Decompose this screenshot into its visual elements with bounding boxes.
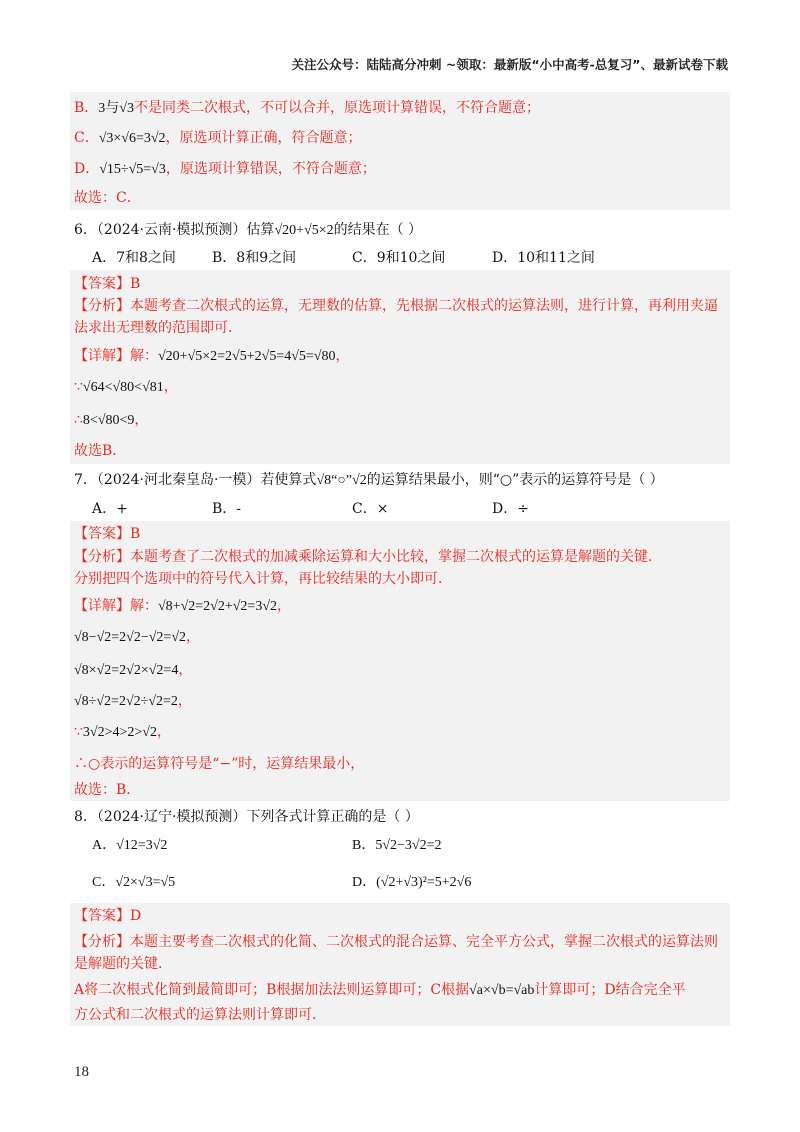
option-b-explanation: B．3与√3不是同类二次根式，不可以合并，原选项计算错误，不符合题意； (74, 100, 540, 116)
q6-option-c: C．9和10之间 (352, 250, 446, 266)
q7-option-a: A．+ (92, 501, 128, 517)
q8-stem: 8．（2024·辽宁·模拟预测）下列各式计算正确的是（ ） (74, 809, 419, 825)
page-header: 关注公众号：陆陆高分冲刺 ~领取：最新版“小中高考-总复习”、最新试卷下载 (291, 57, 728, 72)
option-d-explanation: D．√15÷√5=√3，原选项计算错误，不符合题意； (74, 161, 376, 177)
q6-detail: 【详解】解：√20+√5×2=2√5+2√5=4√5=√80， (74, 348, 350, 364)
option-c-explanation: C．√3×√6=3√2，原选项计算正确，符合题意； (74, 130, 362, 146)
page-number: 18 (74, 1064, 89, 1080)
q8-analysis-1: 【分析】本题主要考查二次根式的化简、二次根式的混合运算、完全平方公式，掌握二次根式的运算法则 (74, 934, 718, 950)
q8-hint-2: 方公式和二次根式的运算法则计算即可． (74, 1007, 326, 1023)
q8-hint-1: A将二次根式化简到最简即可；B根据加法法则运算即可；C根据√a×√b=√ab计算即可；D结合完全平 (74, 982, 686, 998)
q7-answer: 【答案】B (74, 526, 141, 542)
q7-step-4: √8÷√2=2√2÷√2=2， (74, 693, 192, 709)
q7-detail: 【详解】解：√8+√2=2√2+√2=3√2， (74, 598, 291, 614)
q7-analysis-2: 分别把四个选项中的符号代入计算，再比较结果的大小即可． (74, 571, 452, 587)
q6-option-a: A．7和8之间 (92, 250, 176, 266)
q6-stem: 6．（2024·云南·模拟预测）估算√20+√5×2的结果在（ ） (74, 222, 423, 238)
q6-because: ∵√64<√80<√81， (74, 379, 178, 395)
q8-option-b: B．5√2−3√2=2 (352, 838, 442, 853)
q7-option-b: B．- (212, 501, 242, 517)
q6-answer: 【答案】B (74, 276, 141, 292)
q7-stem: 7．（2024·河北秦皇岛·一模）若使算式√8“○”√2的运算结果最小，则“○”表示的运算符号是（ ） (74, 472, 664, 488)
q8-answer: 【答案】D (74, 908, 142, 924)
q8-option-d: D．(√2+√3)²=5+2√6 (352, 875, 472, 890)
q7-choice: 故选：B． (74, 782, 141, 798)
q7-because: ∵3√2>4>2>√2， (74, 724, 171, 740)
q6-therefore: ∴8<√80<9， (74, 412, 149, 428)
q7-step-3: √8×√2=2√2×√2=4， (74, 662, 193, 678)
q6-option-d: D．10和11之间 (492, 250, 595, 266)
q7-option-c: C．× (352, 501, 389, 517)
q8-analysis-2: 是解题的关键． (74, 956, 172, 972)
q6-option-b: B．8和9之间 (212, 250, 297, 266)
prev-choice: 故选：C． (74, 190, 141, 206)
q6-analysis-1: 【分析】本题考查二次根式的运算，无理数的估算，先根据二次根式的运算法则，进行计算，再利用夹逼 (74, 298, 718, 314)
q7-step-2: √8−√2=2√2−√2=√2， (74, 629, 200, 645)
q6-choice: 故选B． (74, 443, 127, 459)
q6-analysis-2: 法求出无理数的范围即可． (74, 320, 242, 336)
q7-conclusion: ∴○表示的运算符号是“−”时，运算结果最小， (74, 756, 365, 772)
q7-analysis-1: 【分析】本题考查了二次根式的加减乘除运算和大小比较，掌握二次根式的运算是解题的关键． (74, 549, 662, 565)
q8-option-a: A．√12=3√2 (92, 838, 168, 853)
q7-option-d: D．÷ (492, 501, 529, 517)
q8-option-c: C．√2×√3=√5 (92, 875, 176, 890)
